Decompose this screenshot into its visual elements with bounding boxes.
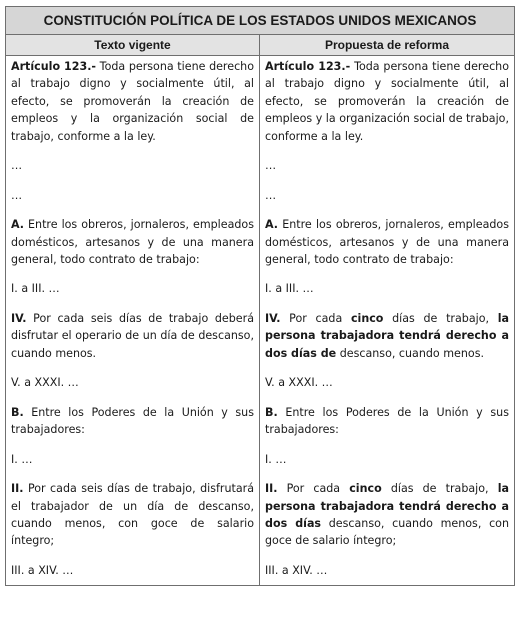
section-a-heading: A. <box>265 218 279 232</box>
fraction-ii-heading: II. <box>11 482 24 496</box>
fraction-iv-heading: IV. <box>265 311 281 325</box>
section-a-text: Entre los obreros, jornaleros, empleados domésticos, artesanos y de una manera general, todo contrato de trabajo: <box>11 218 254 266</box>
fraction-iv-heading: IV. <box>11 311 27 325</box>
fraction-i: I. … <box>265 452 287 466</box>
section-b-paragraph <box>11 404 254 439</box>
highlighted-change: cinco <box>349 482 382 496</box>
current-text-column <box>6 56 260 586</box>
section-b-paragraph <box>265 404 509 439</box>
section-b-heading: B. <box>265 405 278 419</box>
column-header-proposal: Propuesta de reforma <box>260 35 515 56</box>
ellipsis: … <box>265 159 277 173</box>
ellipsis: … <box>265 188 277 202</box>
article-123-paragraph <box>265 58 509 145</box>
fraction-iv-paragraph <box>11 310 254 362</box>
fractions-i-iii: I. a III. … <box>11 282 60 296</box>
fraction-iv-text: Por cada seis días de trabajo deberá disfrutar el operario de un día de descanso, cuando menos. <box>11 311 254 360</box>
ellipsis: … <box>11 159 23 173</box>
section-a-text: Entre los obreros, jornaleros, empleados domésticos, artesanos y de una manera general, todo contrato de trabajo: <box>265 218 509 266</box>
ellipsis: … <box>11 188 23 202</box>
fraction-iv-text: días de trabajo, <box>383 311 498 325</box>
comparison-table <box>5 6 515 586</box>
fraction-ii-text: descanso, cuando menos, con goce de salario íntegro; <box>265 516 509 548</box>
section-a-paragraph <box>265 216 509 268</box>
highlighted-change: la persona trabajadora tendrá derecho a dos días de <box>265 311 509 360</box>
fraction-iv-text: descanso, cuando menos. <box>336 346 484 360</box>
column-header-current: Texto vigente <box>6 35 260 56</box>
fraction-ii-paragraph <box>11 480 254 550</box>
article-text: Toda persona tiene derecho al trabajo digno y socialmente útil, al efecto, se promoverán la creación de empleos y la organización social de trabajo, conforme a la ley. <box>265 60 509 143</box>
article-text: Toda persona tiene derecho al trabajo digno y socialmente útil, al efecto, se promoverán la creación de empleos y la organización social de trabajo, conforme a la ley. <box>11 60 254 143</box>
fractions-v-xxxi: V. a XXXI. … <box>265 376 333 390</box>
content-row <box>6 56 515 586</box>
fraction-iv-text: Por cada <box>280 311 351 325</box>
fraction-iv-paragraph <box>265 310 509 362</box>
highlighted-change: cinco <box>350 311 384 325</box>
section-a-heading: A. <box>11 218 25 232</box>
table-title: CONSTITUCIÓN POLÍTICA DE LOS ESTADOS UNIDOS MEXICANOS <box>6 7 515 35</box>
fraction-ii-heading: II. <box>265 482 278 496</box>
title-row <box>6 7 515 35</box>
fractions-v-xxxi: V. a XXXI. … <box>11 376 79 390</box>
article-heading: Artículo 123.- <box>265 60 351 73</box>
article-123-paragraph <box>11 58 254 145</box>
fraction-ii-text: días de trabajo, <box>381 482 498 496</box>
header-row <box>6 35 515 56</box>
section-a-paragraph <box>11 216 254 268</box>
article-heading: Artículo 123.- <box>11 60 97 73</box>
fraction-ii-text: Por cada seis días de trabajo, disfrutará el trabajador de un día de descanso, cuando menos, con goce de salario íntegro; <box>11 482 254 548</box>
fractions-i-iii: I. a III. … <box>265 282 314 296</box>
fraction-i: I. … <box>11 452 33 466</box>
fraction-ii-paragraph <box>265 480 509 550</box>
fractions-iii-xiv: III. a XIV. … <box>265 563 328 577</box>
fractions-iii-xiv: III. a XIV. … <box>11 563 74 577</box>
fraction-ii-text: Por cada <box>277 482 350 496</box>
section-b-text: Entre los Poderes de la Unión y sus trabajadores: <box>11 405 254 437</box>
proposal-text-column <box>260 56 515 586</box>
section-b-heading: B. <box>11 405 24 419</box>
highlighted-change: la persona trabajadora tendrá derecho a dos días <box>265 482 509 530</box>
section-b-text: Entre los Poderes de la Unión y sus trabajadores: <box>265 405 509 437</box>
